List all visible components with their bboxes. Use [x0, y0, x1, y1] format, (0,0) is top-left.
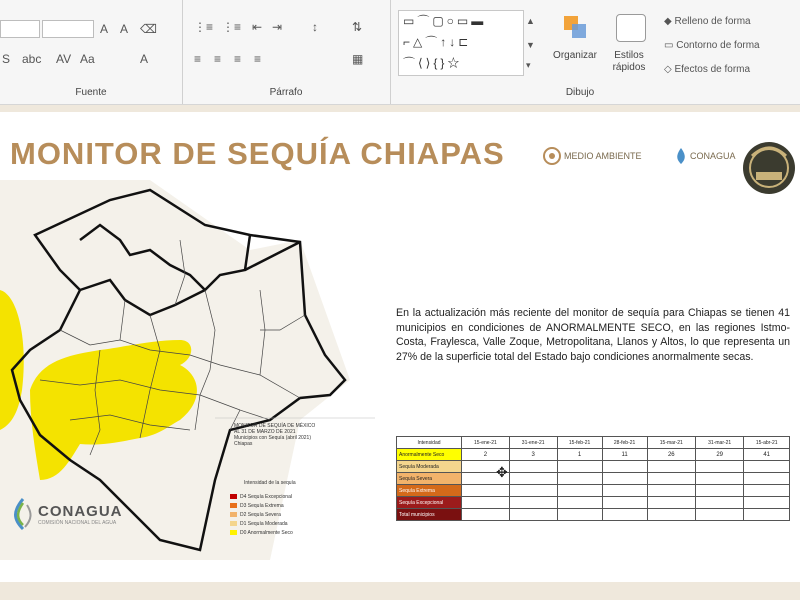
table-cell[interactable]	[557, 497, 602, 509]
table-cell[interactable]: 41	[744, 449, 790, 461]
table-cell[interactable]	[462, 509, 510, 521]
legend-title-line: AL 31 DE MARZO DE 2021	[234, 429, 296, 435]
map-legend-title	[234, 423, 315, 447]
table-header-cell[interactable]: 28-feb-21	[602, 437, 647, 449]
table-cell[interactable]	[744, 509, 790, 521]
conagua-small-logo: CONAGUA	[690, 151, 736, 161]
conagua-small-logo-icon	[674, 147, 688, 165]
table-row-category[interactable]: Sequía Excepcional	[397, 497, 462, 509]
table-cell[interactable]	[557, 485, 602, 497]
quick-styles-button[interactable]: Estilos rápidos	[612, 50, 646, 73]
table-cell[interactable]	[509, 485, 557, 497]
table-cell[interactable]	[602, 509, 647, 521]
table-cell[interactable]: 1	[557, 449, 602, 461]
conagua-logo-icon	[10, 497, 36, 531]
legend-item	[230, 494, 292, 501]
legend-item	[230, 530, 293, 537]
text-direction-icon[interactable]: ⇅	[352, 20, 363, 34]
strikethrough-icon[interactable]: abc	[22, 52, 42, 66]
legend-section-title: Intensidad de la sequía	[244, 480, 296, 486]
paragraph-group-label: Párrafo	[269, 87, 303, 98]
legend-label: D2 Sequía Severa	[240, 512, 281, 518]
legend-item	[230, 512, 281, 519]
table-cell[interactable]	[602, 485, 647, 497]
table-header-cell[interactable]: 15-feb-21	[557, 437, 602, 449]
legend-title-line: MONITOR DE SEQUÍA DE MÉXICO	[234, 423, 316, 429]
gallery-down-icon[interactable]: ▼	[526, 40, 535, 50]
legend-swatch	[230, 503, 237, 508]
legend-title-line: Chiapas	[234, 441, 253, 447]
table-row	[397, 449, 790, 461]
drought-municipalities-table[interactable]	[396, 436, 790, 521]
table-cell[interactable]	[647, 461, 695, 473]
table-cell[interactable]	[509, 497, 557, 509]
table-row-category[interactable]: Anormalmente Seco	[397, 449, 462, 461]
shape-outline-button[interactable]: ▭ Contorno de forma	[664, 40, 760, 51]
shape-fill-label: Relleno de forma	[674, 16, 751, 27]
legend-label: D3 Sequía Extrema	[240, 503, 284, 509]
table-header-row	[397, 437, 790, 449]
indent-icon[interactable]: ⇤	[252, 20, 263, 34]
shape-effects-label: Efectos de forma	[674, 64, 751, 75]
table-cell[interactable]: 11	[602, 449, 647, 461]
government-emblem-icon	[542, 146, 562, 166]
table-row-category[interactable]: Sequía Extrema	[397, 485, 462, 497]
font-color-icon[interactable]: A	[140, 52, 149, 66]
legend-swatch	[230, 494, 237, 499]
table-cell[interactable]	[744, 497, 790, 509]
table-cell[interactable]	[696, 497, 744, 509]
align-center-icon[interactable]: ≡	[214, 52, 222, 66]
legend-label: D0 Anormalmente Seco	[240, 530, 293, 536]
paragraph-group	[182, 0, 391, 104]
smartart-icon[interactable]: ▦	[352, 52, 364, 66]
table-cell[interactable]	[462, 497, 510, 509]
drawing-group-label: Dibujo	[565, 87, 595, 98]
bullets-icon[interactable]: ⋮≡	[194, 20, 214, 34]
shape-fill-button[interactable]: ◆ Relleno de forma	[664, 16, 751, 27]
table-header-cell[interactable]: 15-ene-21	[462, 437, 510, 449]
table-cell[interactable]	[647, 473, 695, 485]
table-cell[interactable]	[744, 461, 790, 473]
gallery-up-icon[interactable]: ▲	[526, 16, 535, 26]
table-row-category[interactable]: Sequía Moderada	[397, 461, 462, 473]
ribbon	[0, 0, 800, 105]
legend-swatch	[230, 512, 237, 517]
table-cell[interactable]	[509, 473, 557, 485]
font-size-select[interactable]	[42, 20, 94, 38]
shapes-gallery[interactable]: ▭⌒▢○▭▬ ⌐△⌒↑↓⊏ ⌒⟨⟩{}☆	[398, 10, 524, 76]
table-cell[interactable]	[696, 485, 744, 497]
numbering-icon[interactable]: ⋮≡	[222, 20, 242, 34]
table-cell[interactable]	[602, 461, 647, 473]
table-cell[interactable]	[557, 509, 602, 521]
shadow-icon[interactable]: S	[2, 52, 11, 66]
medio-ambiente-logo: MEDIO AMBIENTE	[564, 151, 642, 161]
table-cell[interactable]	[647, 497, 695, 509]
table-cell[interactable]: 29	[696, 449, 744, 461]
shape-outline-label: Contorno de forma	[676, 40, 760, 51]
legend-title-line: Municipios con Sequía (abril 2021)	[234, 435, 311, 441]
legend-swatch	[230, 530, 237, 535]
table-cell[interactable]	[602, 473, 647, 485]
table-cell[interactable]	[744, 473, 790, 485]
slide-title[interactable]: MONITOR DE SEQUÍA CHIAPAS	[10, 136, 505, 171]
table-cell[interactable]: 3	[509, 449, 557, 461]
table-cell[interactable]	[647, 509, 695, 521]
conagua-logo-subtitle: COMISIÓN NACIONAL DEL AGUA	[38, 520, 117, 526]
table-cell[interactable]	[696, 509, 744, 521]
outdent-icon[interactable]: ⇥	[272, 20, 283, 34]
legend-swatch	[230, 521, 237, 526]
conagua-logo: CONAGUA	[38, 503, 123, 520]
legend-item	[230, 521, 288, 528]
shape-effects-button[interactable]: ◇ Efectos de forma	[664, 64, 751, 75]
mouse-cursor-icon: ✥	[496, 464, 508, 480]
table-row-category[interactable]: Total municipios	[397, 509, 462, 521]
decrease-font-icon[interactable]: A	[120, 22, 129, 36]
table-cell[interactable]	[462, 485, 510, 497]
font-group	[0, 0, 183, 104]
table-cell[interactable]	[509, 461, 557, 473]
table-cell[interactable]	[557, 473, 602, 485]
align-right-icon[interactable]: ≡	[234, 52, 242, 66]
quick-styles-icon[interactable]	[616, 14, 646, 42]
align-left-icon[interactable]: ≡	[194, 52, 202, 66]
table-header-cell[interactable]: 31-mar-21	[696, 437, 744, 449]
table-header-cell[interactable]: 15-mar-21	[647, 437, 695, 449]
spacing-icon[interactable]: AV	[56, 52, 72, 66]
gallery-more-icon[interactable]: ▾	[526, 60, 531, 70]
table-cell[interactable]: 2	[462, 449, 510, 461]
legend-label: D1 Sequía Moderada	[240, 521, 288, 527]
table-cell[interactable]	[744, 485, 790, 497]
legend-label: D4 Sequía Excepcional	[240, 494, 292, 500]
table-row	[397, 461, 790, 473]
table-header-cell[interactable]: 15-abr-21	[744, 437, 790, 449]
summary-paragraph[interactable]: En la actualización más reciente del monitor de sequía para Chiapas se tienen 41 municipios en condiciones de ANORMALMENTE SECO, en las regiones Istmo-Costa, Fraylesca, Valle Zoque, Metropolitana, Llanos y Altos, lo que representa un 27% de la superficie total del Estado bajo condiciones anormalmente secas.	[396, 307, 790, 363]
organize-button[interactable]: Organizar	[553, 50, 597, 61]
table-header-cell[interactable]: 31-ene-21	[509, 437, 557, 449]
table-header-cell[interactable]: Intensidad	[397, 437, 462, 449]
table-row	[397, 497, 790, 509]
legend-item	[230, 503, 284, 510]
anniversary-seal-icon	[742, 138, 796, 196]
table-row	[397, 473, 790, 485]
table-row	[397, 509, 790, 521]
table-cell[interactable]	[696, 461, 744, 473]
table-cell[interactable]	[647, 485, 695, 497]
line-spacing-icon[interactable]: ↕	[312, 20, 318, 34]
font-name-select[interactable]	[0, 20, 40, 38]
increase-font-icon[interactable]: A	[100, 22, 109, 36]
table-cell[interactable]	[602, 497, 647, 509]
table-cell[interactable]: 26	[647, 449, 695, 461]
table-cell[interactable]	[557, 461, 602, 473]
organize-icon[interactable]	[560, 14, 590, 44]
table-row-category[interactable]: Sequía Severa	[397, 473, 462, 485]
table-cell[interactable]	[509, 509, 557, 521]
clear-format-icon[interactable]: ⌫	[140, 22, 157, 36]
justify-icon[interactable]: ≡	[254, 52, 262, 66]
case-icon[interactable]: Aa	[80, 52, 95, 66]
table-cell[interactable]	[696, 473, 744, 485]
font-group-label: Fuente	[75, 87, 107, 98]
table-row	[397, 485, 790, 497]
